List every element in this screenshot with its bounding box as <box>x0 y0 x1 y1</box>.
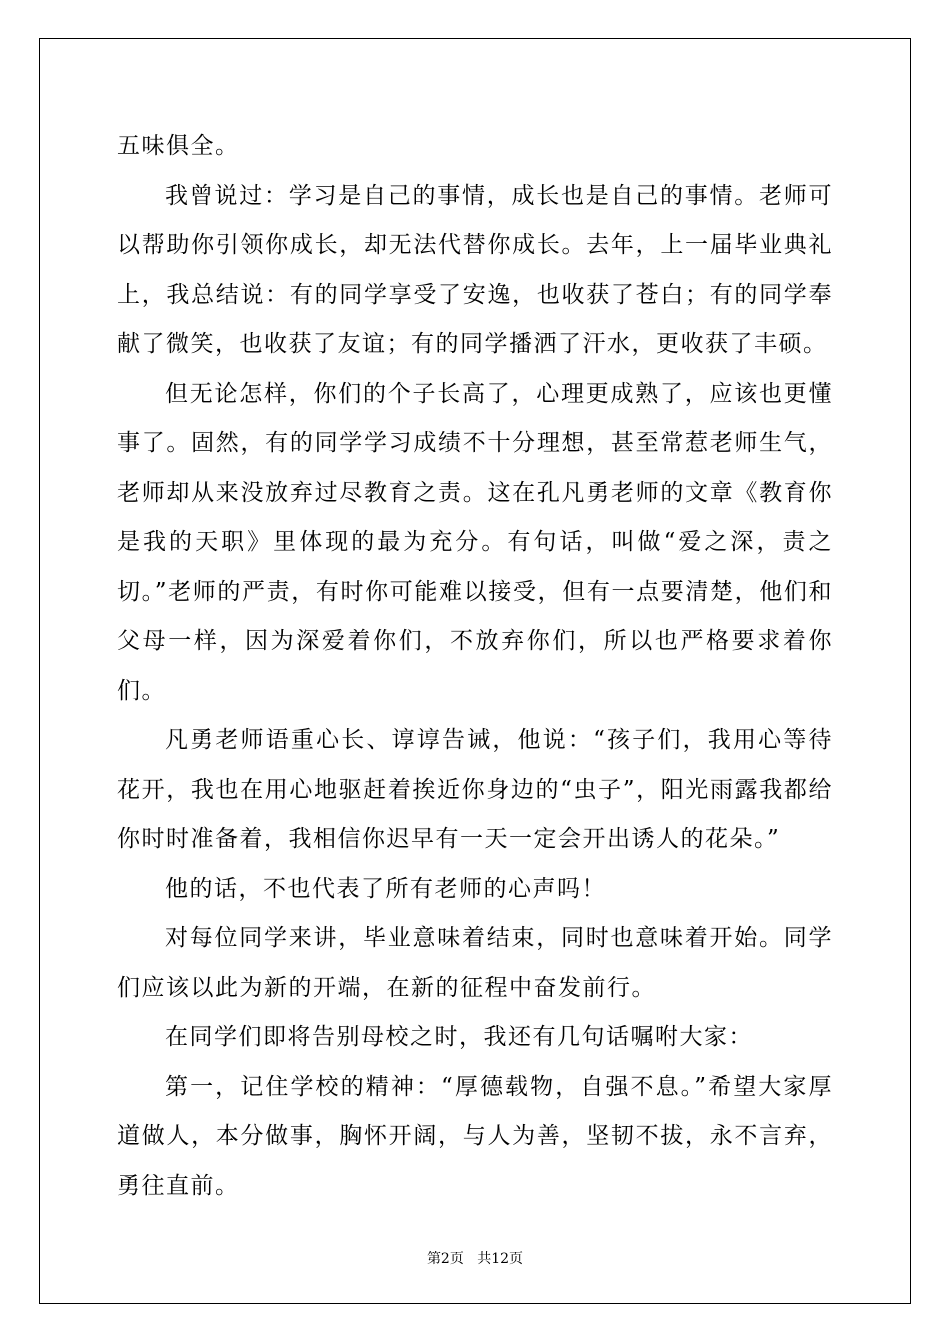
total-page-count: 共12页 <box>477 1251 524 1267</box>
paragraph-2: 我曾说过：学习是自己的事情，成长也是自己的事情。老师可以帮助你引领你成长，却无法代替你成长。去年，上一届毕业典礼上，我总结说：有的同学享受了安逸，也收获了苍白；有的同学奉献了微笑，也收获了友谊；有的同学播洒了汗水，更收获了丰硕。 <box>117 182 833 357</box>
paragraph-7: 在同学们即将告别母校之时，我还有几句话嘱咐大家： <box>165 1024 753 1050</box>
paragraph-3: 但无论怎样，你们的个子长高了，心理更成熟了，应该也更懂事了。固然，有的同学学习成绩不十分理想，甚至常惹老师生气，老师却从来没放弃过尽教育之责。这在孔凡勇老师的文章《教育你是我的天职》里体现的最为充分。有句话，叫做“爱之深，责之切。”老师的严责，有时你可能难以接受，但有一点要清楚，他们和父母一样，因为深爱着你们，不放弃你们，所以也严格要求着你们。 <box>117 380 833 704</box>
paragraph-8: 第一，记住学校的精神：“厚德载物，自强不息。”希望大家厚道做人，本分做事，胸怀开阔，与人为善，坚韧不拔，永不言弃，勇往直前。 <box>117 1073 833 1199</box>
paragraph-5: 他的话，不也代表了所有老师的心声吗！ <box>165 875 606 902</box>
paragraph-6: 对每位同学来讲，毕业意味着结束，同时也意味着开始。同学们应该以此为新的开端，在新的征程中奋发前行。 <box>117 925 833 1001</box>
paragraph-1: 五味俱全。 <box>117 133 240 159</box>
paragraph-4: 凡勇老师语重心长、谆谆告诫，他说：“孩子们，我用心等待花开，我也在用心地驱赶着挨近你身边的“虫子”，阳光雨露我都给你时时准备着，我相信你迟早有一天一定会开出诱人的花朵。” <box>117 727 833 852</box>
page-footer <box>0 1250 950 1268</box>
document-body <box>117 122 833 1211</box>
current-page-number: 第2页 <box>426 1251 464 1267</box>
